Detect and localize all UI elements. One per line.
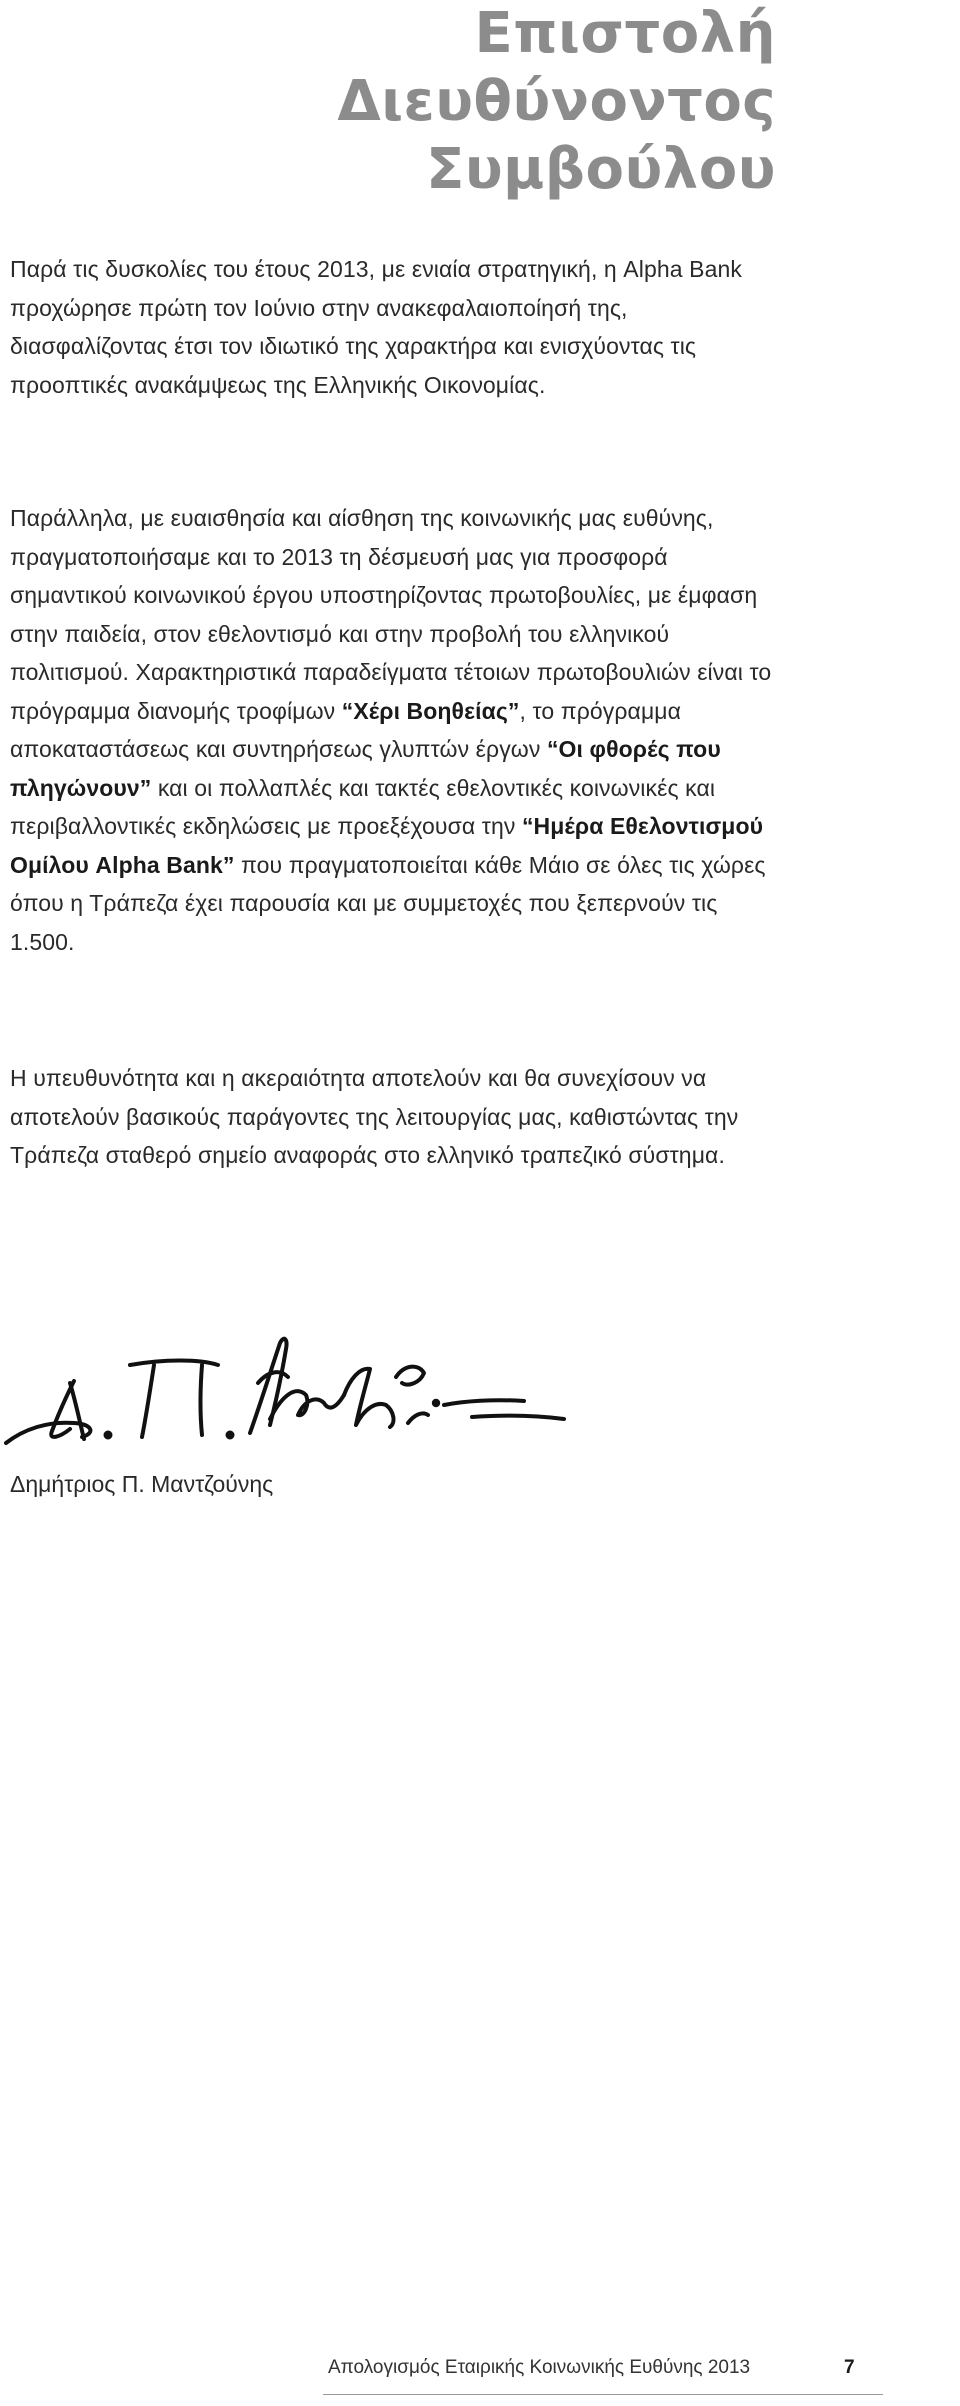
paragraph-2-text-2: , το πρόγραμμα αποκαταστάσεως και συντηρήσεως γλυπτών έργων bbox=[10, 697, 682, 762]
footer-report-title: Απολογισμός Εταιρικής Κοινωνικής Ευθύνης 2013 bbox=[328, 2357, 751, 2378]
program-name-xeri-voitheias: “Χέρι Βοηθείας” bbox=[341, 697, 520, 724]
handwritten-signature bbox=[4, 1325, 576, 1455]
letter-paragraph-1: Παρά τις δυσκολίες του έτους 2013, με ενιαία στρατηγική, η Alpha Bank προχώρησε πρώτη τον Ιούνιο στην ανακεφαλαιοποίησή της, διασφαλίζοντας έτσι τον ιδιωτικό της χαρακτήρα και ενισχύοντας τις προοπτικές ανακάμψεως της Ελληνικής Οικονομίας. bbox=[10, 256, 742, 398]
page-title-line-1: Επιστολή bbox=[474, 1, 776, 66]
signer-name: Δημήτριος Π. Μαντζούνης bbox=[10, 1471, 274, 1497]
page-title-line-2: Διευθύνοντος Συμβούλου bbox=[337, 69, 776, 202]
page-title bbox=[36, 0, 776, 204]
program-name-oi-fthores: “Οι φθορές που πληγώνουν” bbox=[10, 736, 721, 801]
paragraph-2-text-3: και οι πολλαπλές και τακτές εθελοντικές κοινωνικές και περιβαλλοντικές εκδηλώσεις με προεξέχουσα την bbox=[10, 774, 716, 839]
letter-paragraph-2 bbox=[10, 499, 782, 961]
letter-paragraph-3: Η υπευθυνότητα και η ακεραιότητα αποτελούν και θα συνεχίσουν να αποτελούν βασικούς παράγοντες της λειτουργίας μας, καθιστώντας την Τράπεζα σταθερό σημείο αναφοράς στο ελληνικό τραπεζικό σύστημα. bbox=[10, 1065, 739, 1168]
page-number: 7 bbox=[844, 2357, 855, 2378]
footer-divider bbox=[323, 2394, 883, 2395]
paragraph-2-text-4: που πραγματοποιείται κάθε Μάιο σε όλες τις χώρες όπου η Τράπεζα έχει παρουσία και με συμμετοχές που ξεπερνούν τις 1.500. bbox=[10, 851, 766, 955]
paragraph-2-text-1: Παράλληλα, με ευαισθησία και αίσθηση της κοινωνικής μας ευθύνης, πραγματοποιήσαμε και το 2013 τη δέσμευσή μας για προσφορά σημαντικού κοινωνικού έργου υποστηρίζοντας πρωτοβουλίες, με έμφαση στην παιδεία, στον εθελοντισμό και στην προβολή του ελληνικού πολιτισμού. Χαρακτηριστικά παραδείγματα τέτοιων πρωτοβουλιών είναι το πρόγραμμα διανομής τροφίμων bbox=[10, 505, 772, 724]
program-name-volunteer-day: “Ημέρα Εθελοντισμού Ομίλου Alpha Bank” bbox=[10, 813, 764, 878]
